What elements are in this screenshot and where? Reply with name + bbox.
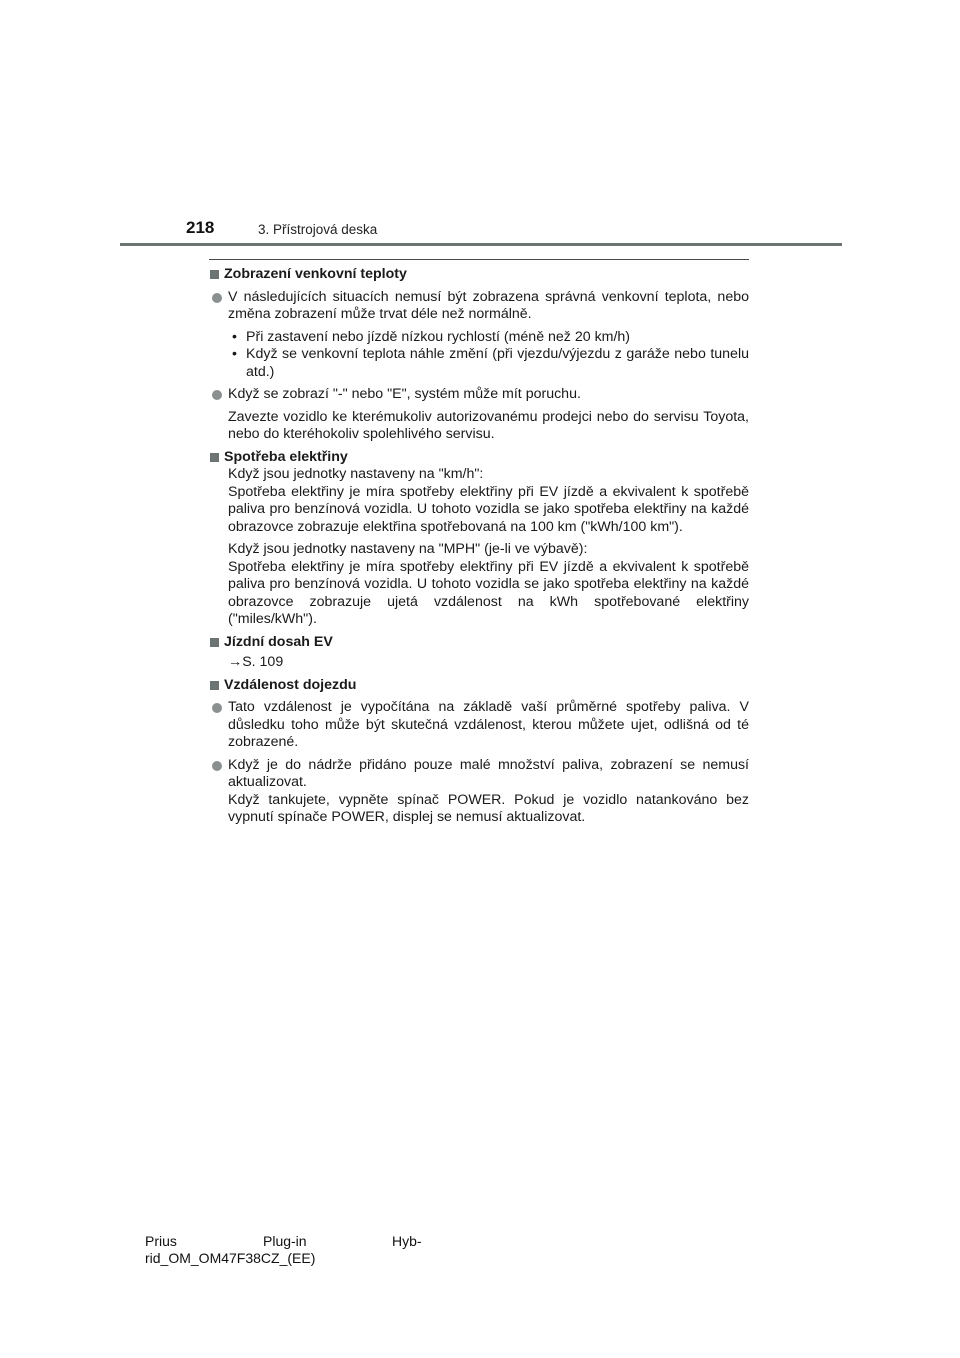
paragraph: Spotřeba elektřiny je míra spotřeby elektřiny při EV jízdě a ekvivalent k spotřebě paliva pro benzínová vozidla. U tohoto vozidla se jako spotřeba elektřiny na každé obrazovce zobrazuje ujetá vzdálenost na kWh spotřebované elektřiny ("miles/kWh"). xyxy=(228,558,749,627)
paragraph: Zavezte vozidlo ke kterémukoliv autorizovanému prodejci nebo do servisu Toyota, nebo do kteréhokoliv spolehlivého servisu. xyxy=(228,408,749,442)
section-title: Vzdálenost dojezdu xyxy=(224,676,357,693)
bullet-text: V následujících situacích nemusí být zobrazena správná venkovní teplota, nebo změna zobrazení může trvat déle než normálně. xyxy=(228,288,749,322)
content-divider xyxy=(209,259,749,260)
page-content xyxy=(209,266,749,832)
paragraph: Když tankujete, vypněte spínač POWER. Pokud je vozidlo natankováno bez vypnutí spínače POWER, displej se nemusí aktualizovat. xyxy=(228,791,749,825)
section-title: Jízdní dosah EV xyxy=(224,633,333,650)
paragraph-heading: Když jsou jednotky nastaveny na "km/h": xyxy=(228,466,484,482)
page-reference: →S. 109 xyxy=(228,654,284,670)
small-bullet-icon: • xyxy=(232,346,237,362)
circle-bullet-icon xyxy=(212,761,222,771)
square-bullet-icon xyxy=(210,638,219,647)
footer-word: Hyb- xyxy=(392,1233,422,1249)
small-bullet-icon: • xyxy=(232,328,237,345)
bullet-text: Když je do nádrže přidáno pouze malé množství paliva, zobrazení se nemusí aktualizovat. xyxy=(228,756,749,790)
sub-list xyxy=(228,329,749,382)
bullet-item xyxy=(209,699,749,752)
footer-word: Plug-in xyxy=(263,1233,307,1249)
circle-bullet-icon xyxy=(212,390,222,400)
circle-bullet-icon xyxy=(212,703,222,713)
footer-line-2: rid_OM_OM47F38CZ_(EE) xyxy=(145,1250,316,1266)
section-heading xyxy=(209,634,749,652)
paragraph-heading: Když jsou jednotky nastaveny na "MPH" (je-li ve výbavě): xyxy=(228,541,588,557)
bullet-item xyxy=(209,289,749,324)
header-divider xyxy=(120,243,842,246)
paragraph: Spotřeba elektřiny je míra spotřeby elektřiny při EV jízdě a ekvivalent k spotřebě paliva pro benzínová vozidla. U tohoto vozidla se jako spotřeba elektřiny na každé obrazovce zobrazuje elektřina spotřebovaná na 100 km ("kWh/100 km"). xyxy=(228,483,749,535)
sub-list-item xyxy=(228,346,749,381)
bullet-item xyxy=(209,757,749,792)
section-heading xyxy=(209,677,749,695)
sub-item-text: Při zastavení nebo jízdě nízkou rychlostí (méně než 20 km/h) xyxy=(246,328,631,345)
sub-list-item xyxy=(228,329,749,347)
page-number: 218 xyxy=(186,218,215,237)
chapter-title: 3. Přístrojová deska xyxy=(258,222,378,237)
section-heading xyxy=(209,266,749,284)
section-outside-temperature xyxy=(209,266,749,444)
section-heading xyxy=(209,449,749,467)
footer-line-1 xyxy=(145,1233,445,1250)
section-ev-range xyxy=(209,634,749,672)
section-title: Spotřeba elektřiny xyxy=(224,448,348,465)
bullet-text: Když se zobrazí "-" nebo "E", systém může mít poruchu. xyxy=(228,386,581,402)
sub-item-text: Když se venkovní teplota náhle změní (při vjezdu/výjezdu z garáže nebo tunelu atd.) xyxy=(246,346,749,380)
footer-word: Prius xyxy=(145,1233,177,1249)
square-bullet-icon xyxy=(210,681,219,690)
square-bullet-icon xyxy=(210,270,219,279)
footer xyxy=(145,1233,445,1267)
section-electricity-consumption xyxy=(209,449,749,629)
section-driving-range xyxy=(209,677,749,827)
bullet-item xyxy=(209,386,749,404)
circle-bullet-icon xyxy=(212,293,222,303)
section-title: Zobrazení venkovní teploty xyxy=(224,266,407,282)
bullet-text: Tato vzdálenost je vypočítána na základě vaší průměrné spotřeby paliva. V důsledku toho může být skutečná vzdálenost, kterou můžete ujet, odlišná od té zobrazené. xyxy=(228,699,749,750)
square-bullet-icon xyxy=(210,453,219,462)
